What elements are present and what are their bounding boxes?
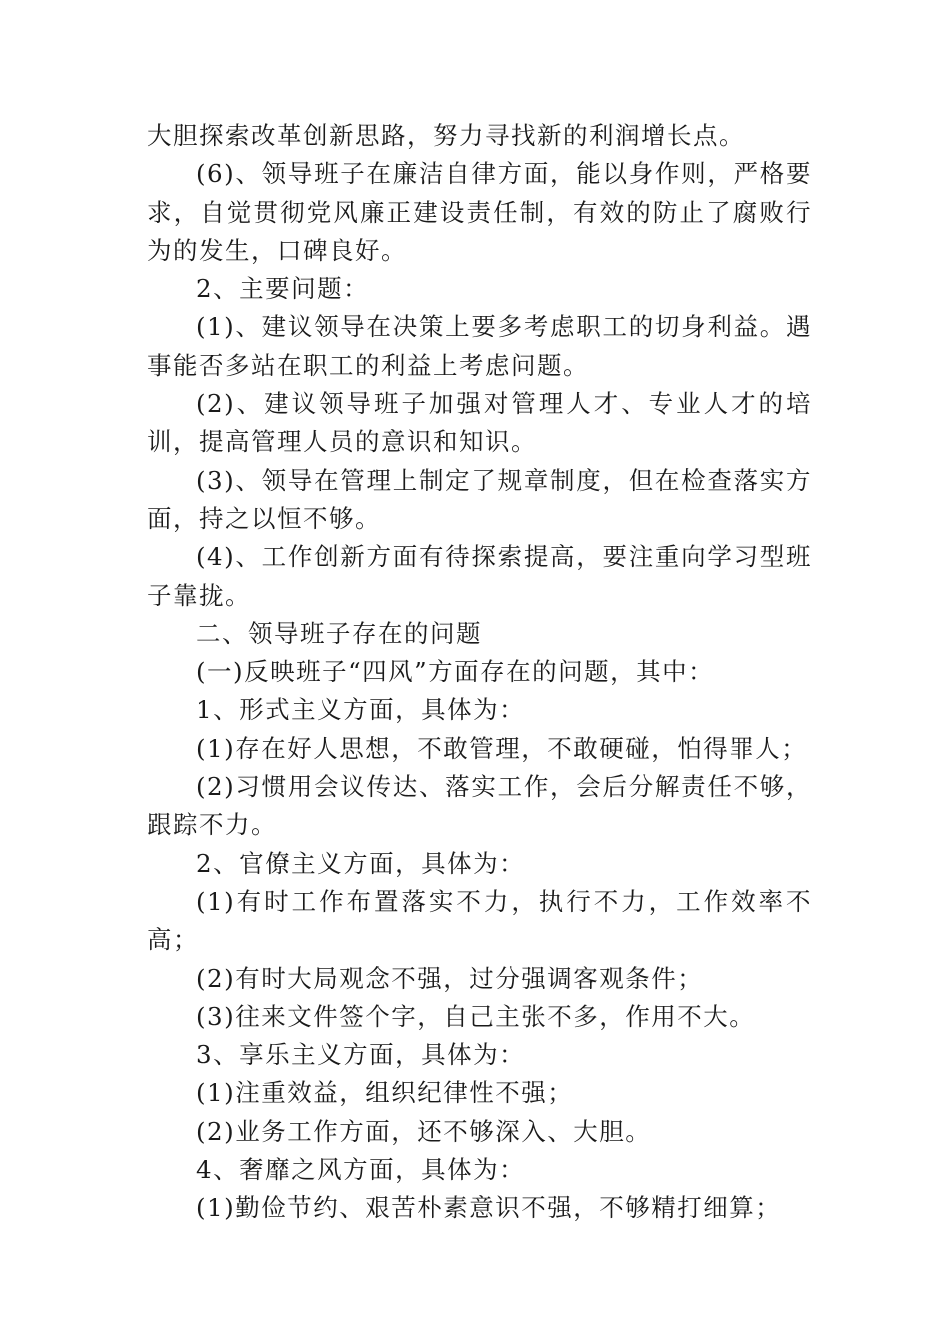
- paragraph: (2)、建议领导班子加强对管理人才、专业人才的培训，提高管理人员的意识和知识。: [147, 389, 812, 457]
- list-item: (1)勤俭节约、艰苦朴素意识不强，不够精打细算；: [196, 1193, 782, 1223]
- paragraph: (1)、建议领导在决策上要多考虑职工的切身利益。遇事能否多站在职工的利益上考虑问题。: [147, 312, 812, 380]
- paragraph: (4)、工作创新方面有待探索提高，要注重向学习型班子靠拢。: [147, 542, 812, 610]
- subsection-heading: 2、官僚主义方面，具体为：: [196, 848, 526, 878]
- list-item: (2)有时大局观念不强，过分强调客观条件；: [196, 963, 704, 993]
- list-item: (1)注重效益，组织纪律性不强；: [196, 1078, 574, 1108]
- paragraph: 大胆探索改革创新思路，努力寻找新的利润增长点。: [147, 121, 745, 150]
- paragraph: (6)、领导班子在廉洁自律方面，能以身作则，严格要求，自觉贯彻党风廉正建设责任制，有效的防止了腐败行为的发生，口碑良好。: [147, 159, 812, 265]
- document-body: [147, 117, 812, 1228]
- subsection-heading: (一)反映班子“四风”方面存在的问题，其中：: [196, 657, 715, 687]
- list-item: (3)往来文件签个字，自己主张不多，作用不大。: [196, 1001, 756, 1031]
- section-heading: 2、主要问题：: [196, 274, 370, 304]
- subsection-heading: 1、形式主义方面，具体为：: [196, 695, 526, 725]
- list-item: (1)存在好人思想，不敢管理，不敢硬碰，怕得罪人；: [196, 733, 808, 763]
- subsection-heading: 3、享乐主义方面，具体为：: [196, 1040, 526, 1070]
- list-item: (1)有时工作布置落实不力，执行不力，工作效率不高；: [147, 886, 812, 955]
- list-item: (2)业务工作方面，还不够深入、大胆。: [196, 1116, 652, 1146]
- subsection-heading: 4、奢靡之风方面，具体为：: [196, 1155, 526, 1185]
- section-heading: 二、领导班子存在的问题: [196, 618, 482, 648]
- paragraph: (3)、领导在管理上制定了规章制度，但在检查落实方面，持之以恒不够。: [147, 465, 812, 533]
- list-item: (2)习惯用会议传达、落实工作，会后分解责任不够，跟踪不力。: [147, 772, 812, 840]
